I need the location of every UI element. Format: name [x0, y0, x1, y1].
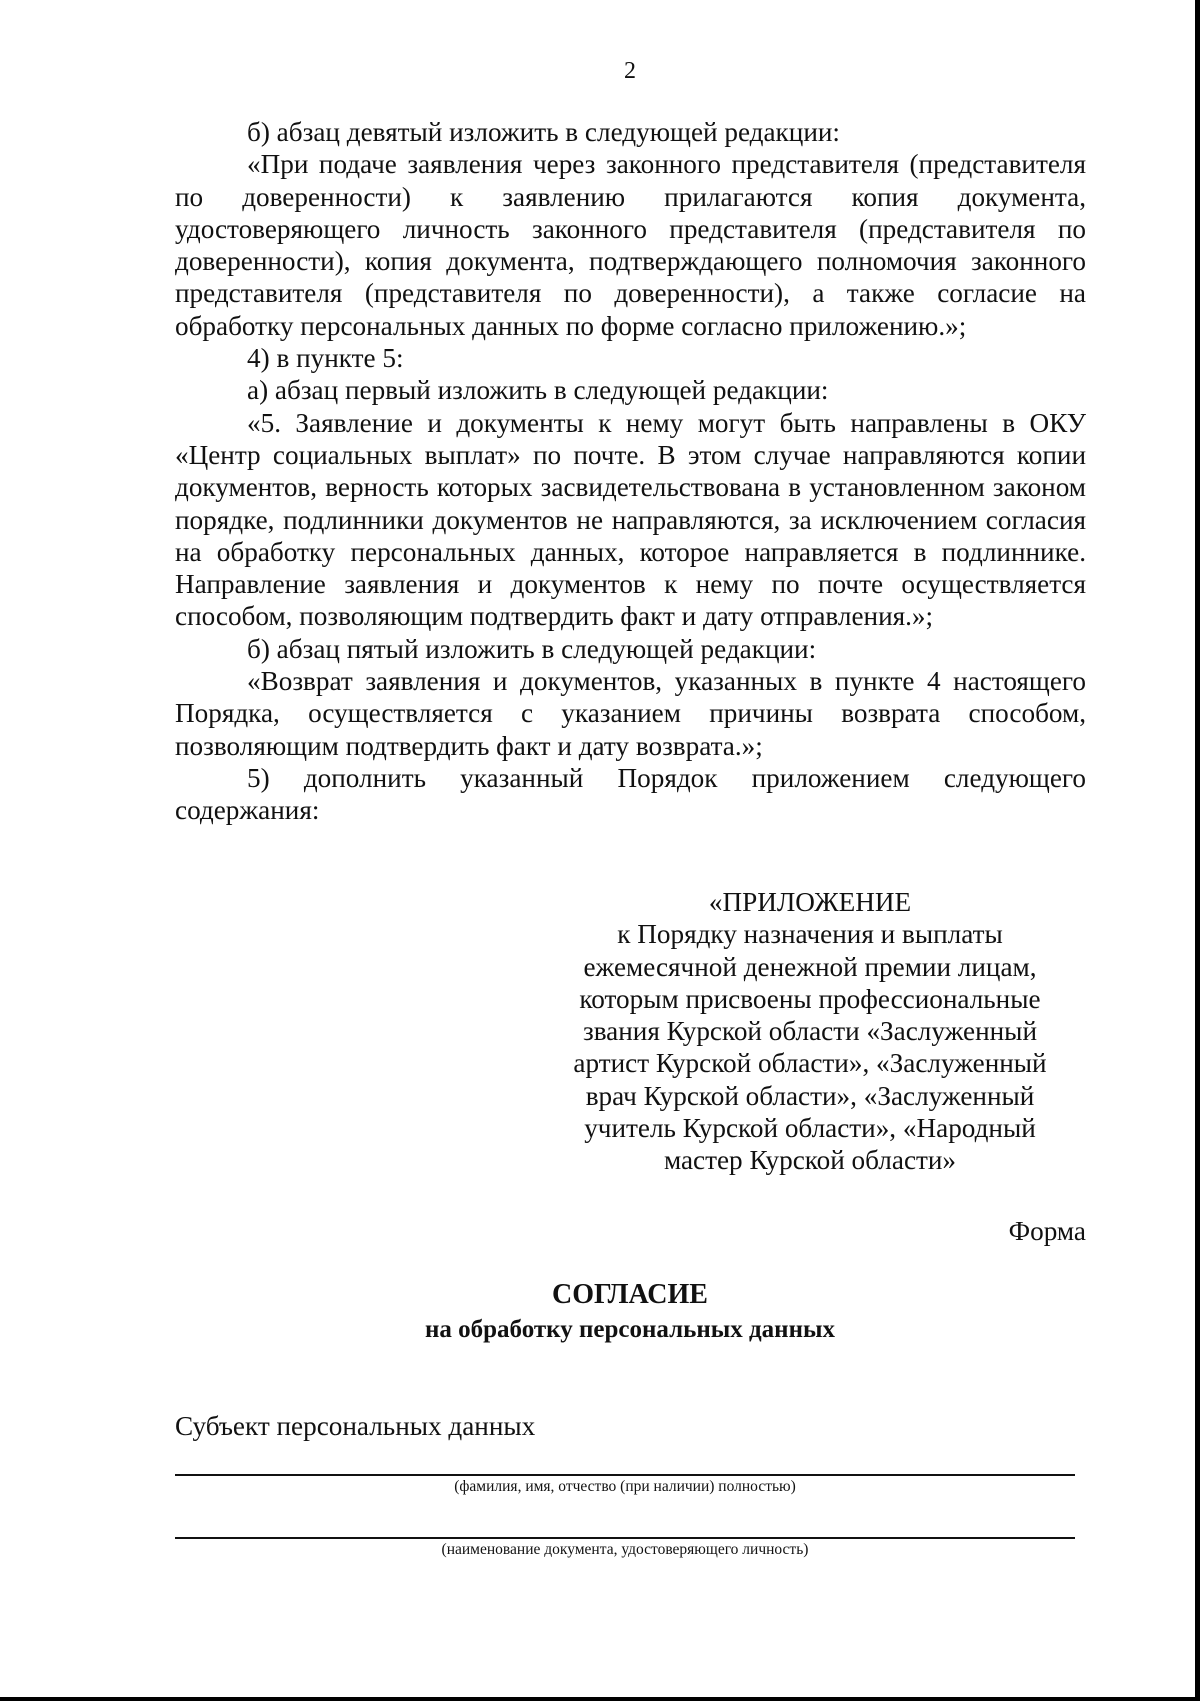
annex-line: учитель Курской области», «Народный — [584, 1113, 1036, 1144]
id-document-field-line — [175, 1537, 1075, 1539]
annex-line: которым присвоены профессиональные — [579, 983, 1041, 1014]
paragraph: 4) в пункте 5: — [247, 343, 404, 374]
paragraph: «Возврат заявления и документов, указанных в пункте 4 настоящего Порядка, осуществляется с указанием причины возврата способом, позволяющим подтвердить факт и дату возврата.»; — [175, 666, 1086, 761]
full-name-field-caption: (фамилия, имя, отчество (при наличии) полностью) — [454, 1478, 796, 1495]
paragraph: «При подаче заявления через законного представителя (представителя по доверенности) к заявлению прилагаются копия документа, удостоверяющего личность законного представителя (представителя по доверенности), копия документа, подтверждающего полномочия законного представителя (представителя по доверенности), а также согласие на обработку персональных данных по форме согласно приложению.»; — [175, 149, 1086, 341]
paragraph: а) абзац первый изложить в следующей редакции: — [247, 375, 829, 406]
consent-subtitle: на обработку персональных данных — [425, 1316, 835, 1343]
subject-label: Субъект персональных данных — [175, 1411, 536, 1441]
body-text — [175, 116, 1086, 827]
annex-line: звания Курской области «Заслуженный — [582, 1016, 1038, 1047]
paragraph: б) абзац девятый изложить в следующей редакции: — [247, 117, 840, 147]
annex-line: к Порядку назначения и выплаты — [617, 919, 1003, 950]
paragraph: «5. Заявление и документы к нему могут быть направлены в ОКУ «Центр социальных выплат» по почте. В этом случае направляются копии документов, верность которых засвидетельствована в установленном законом порядке, подлинники документов не направляются, за исключением согласия на обработку персональных данных, которое направляется в подлиннике. Направление заявления и документов к нему по почте осуществляется способом, позволяющим подтвердить факт и дату отправления.»; — [175, 407, 1086, 632]
form-label: Форма — [1008, 1216, 1086, 1246]
annex-line: ежемесячной денежной премии лицам, — [583, 951, 1037, 982]
page-number: 2 — [624, 58, 636, 84]
annex-title: «ПРИЛОЖЕНИЕ — [708, 887, 912, 917]
annex-line: мастер Курской области» — [663, 1145, 957, 1176]
consent-title: СОГЛАСИЕ — [552, 1279, 708, 1310]
full-name-field-line — [175, 1474, 1075, 1476]
scan-edge-right — [1195, 0, 1200, 1701]
paragraph: 5) дополнить указанный Порядок приложением следующего содержания: — [175, 762, 1086, 826]
id-document-field-caption: (наименование документа, удостоверяющего личность) — [441, 1541, 809, 1558]
annex-line: врач Курской области», «Заслуженный — [585, 1080, 1035, 1111]
annex-header — [545, 886, 1075, 1177]
annex-line: артист Курской области», «Заслуженный — [573, 1048, 1047, 1079]
paragraph: б) абзац пятый изложить в следующей редакции: — [247, 633, 817, 664]
scan-edge-bottom — [0, 1697, 1200, 1701]
